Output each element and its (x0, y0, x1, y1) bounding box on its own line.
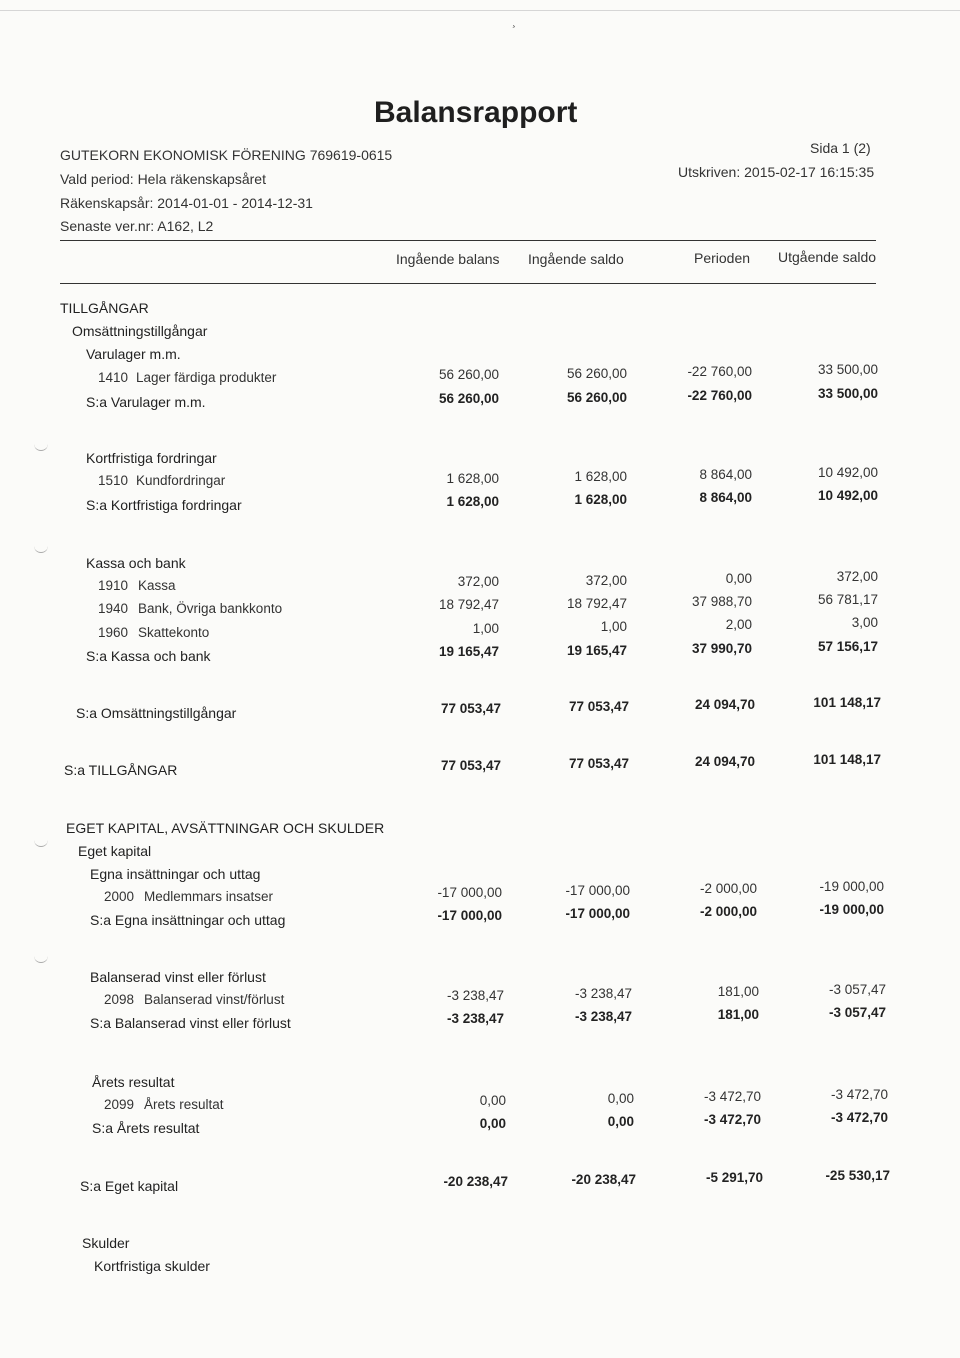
account-code: 1410 (98, 370, 129, 385)
subtotal-opening-saldo: -3 238,47 (574, 1009, 632, 1024)
subgroup-kortfristiga-skulder: Kortfristiga skulder (94, 1258, 210, 1274)
account-code: 2099 (104, 1097, 135, 1112)
amount-opening-balance: 1,00 (472, 621, 499, 636)
group-omsattningstillgangar: Omsättningstillgångar (72, 323, 208, 339)
pen-mark: ¸ (512, 14, 516, 28)
subtotal-closing-saldo: 10 492,00 (817, 488, 878, 503)
amount-period: 181,00 (717, 984, 759, 999)
total-opening-balance: -20 238,47 (443, 1174, 508, 1189)
account-name: Balanserad vinst/förlust (144, 992, 285, 1007)
subtotal-closing-saldo: -3 057,47 (828, 1005, 886, 1020)
subtotal-period: -22 760,00 (687, 388, 752, 403)
total-opening-saldo: 77 053,47 (568, 756, 629, 771)
punch-hole-mark (34, 836, 48, 847)
subtotal-opening-saldo: 0,00 (607, 1114, 634, 1129)
total-opening-balance: 77 053,47 (440, 701, 501, 716)
subtotal-label: S:a Kassa och bank (86, 648, 211, 664)
account-name: Bank, Övriga bankkonto (138, 601, 283, 616)
subtotal-closing-saldo: 57 156,17 (817, 639, 878, 654)
amount-opening-saldo: 1 628,00 (574, 469, 627, 484)
account-name: Lager färdiga produkter (136, 370, 277, 385)
subtotal-period: -2 000,00 (699, 904, 757, 919)
subtotal-label: S:a Balanserad vinst eller förlust (90, 1015, 291, 1031)
subtotal-opening-balance: -17 000,00 (437, 908, 502, 923)
amount-opening-balance: -17 000,00 (437, 885, 502, 900)
amount-opening-saldo: 372,00 (585, 573, 627, 588)
subtotal-period: 37 990,70 (691, 641, 752, 656)
subtotal-label: S:a Kortfristiga fordringar (86, 497, 242, 513)
punch-hole-mark (34, 952, 48, 963)
total-closing-saldo: 101 148,17 (813, 752, 881, 767)
amount-opening-saldo: 18 792,47 (566, 596, 627, 611)
amount-opening-balance: 18 792,47 (438, 597, 499, 612)
amount-opening-saldo: 1,00 (600, 619, 627, 634)
account-code: 1910 (98, 578, 129, 593)
account-name: Kassa (138, 578, 176, 593)
subgroup-varulager: Varulager m.m. (86, 346, 181, 362)
amount-closing-saldo: -19 000,00 (819, 879, 884, 894)
account-code: 1940 (98, 601, 129, 616)
amount-period: 0,00 (725, 571, 752, 586)
total-period: 24 094,70 (694, 754, 755, 769)
amount-period: -22 760,00 (687, 364, 752, 379)
amount-closing-saldo: -3 472,70 (830, 1087, 888, 1102)
amount-opening-saldo: -17 000,00 (565, 883, 630, 898)
total-period: 24 094,70 (694, 697, 755, 712)
amount-opening-saldo: 0,00 (607, 1091, 634, 1106)
account-name: Medlemmars insatser (144, 889, 274, 904)
scan-edge-line (0, 10, 960, 11)
account-code: 2098 (104, 992, 135, 1007)
amount-opening-balance: 372,00 (457, 574, 499, 589)
group-skulder: Skulder (82, 1235, 130, 1251)
column-header-closing-saldo: Utgående saldo (778, 249, 877, 265)
subtotal-opening-balance: 0,00 (479, 1116, 506, 1131)
subtotal-opening-balance: 19 165,47 (438, 644, 499, 659)
account-name: Kundfordringar (136, 473, 226, 488)
account-name: Skattekonto (138, 625, 210, 640)
subgroup-kassa-och-bank: Kassa och bank (86, 555, 186, 571)
subtotal-opening-saldo: -17 000,00 (565, 906, 630, 921)
amount-period: 37 988,70 (691, 594, 752, 609)
amount-opening-balance: 56 260,00 (438, 367, 499, 382)
subtotal-opening-balance: -3 238,47 (446, 1011, 504, 1026)
amount-closing-saldo: 3,00 (851, 615, 878, 630)
amount-period: -3 472,70 (703, 1089, 761, 1104)
subtotal-opening-saldo: 56 260,00 (566, 390, 627, 405)
amount-closing-saldo: 372,00 (836, 569, 878, 584)
amount-closing-saldo: 10 492,00 (817, 465, 878, 480)
account-name: Årets resultat (144, 1097, 224, 1112)
amount-period: -2 000,00 (699, 881, 757, 896)
subgroup-egna-insattningar: Egna insättningar och uttag (90, 866, 261, 882)
company-name: GUTEKORN EKONOMISK FÖRENING 769619-0615 (60, 147, 393, 163)
amount-closing-saldo: 33 500,00 (817, 362, 878, 377)
total-period: -5 291,70 (705, 1170, 763, 1185)
amount-period: 8 864,00 (699, 467, 752, 482)
subtotal-label: S:a Egna insättningar och uttag (90, 912, 286, 928)
fiscal-year: Räkenskapsår: 2014-01-01 - 2014-12-31 (60, 195, 313, 211)
subtotal-period: 181,00 (717, 1007, 759, 1022)
subtotal-opening-saldo: 19 165,47 (566, 643, 627, 658)
subgroup-kortfristiga-fordringar: Kortfristiga fordringar (86, 450, 217, 466)
subgroup-balanserad-vinst: Balanserad vinst eller förlust (90, 969, 266, 985)
punch-hole-mark (34, 440, 48, 451)
amount-opening-balance: 0,00 (479, 1093, 506, 1108)
total-closing-saldo: 101 148,17 (813, 695, 881, 710)
subtotal-opening-balance: 1 628,00 (446, 494, 499, 509)
total-label: S:a Omsättningstillgångar (76, 705, 237, 721)
section-eget-kapital-avsattningar-skulder: EGET KAPITAL, AVSÄTTNINGAR OCH SKULDER (66, 820, 385, 836)
subtotal-closing-saldo: -19 000,00 (819, 902, 884, 917)
subtotal-opening-balance: 56 260,00 (438, 391, 499, 406)
subtotal-closing-saldo: -3 472,70 (830, 1110, 888, 1125)
total-label: S:a Eget kapital (80, 1178, 179, 1194)
subtotal-opening-saldo: 1 628,00 (574, 492, 627, 507)
amount-closing-saldo: -3 057,47 (828, 982, 886, 997)
subtotal-period: 8 864,00 (699, 490, 752, 505)
group-eget-kapital: Eget kapital (78, 843, 152, 859)
last-voucher: Senaste ver.nr: A162, L2 (60, 218, 214, 234)
amount-opening-balance: 1 628,00 (446, 471, 499, 486)
total-opening-balance: 77 053,47 (440, 758, 501, 773)
account-code: 2000 (104, 889, 135, 904)
page-number: Sida 1 (2) (810, 140, 871, 156)
subtotal-label: S:a Varulager m.m. (86, 394, 206, 410)
subtotal-closing-saldo: 33 500,00 (817, 386, 878, 401)
subtotal-period: -3 472,70 (703, 1112, 761, 1127)
print-date: Utskriven: 2015-02-17 16:15:35 (678, 164, 875, 180)
section-tillgangar: TILLGÅNGAR (60, 300, 149, 316)
total-opening-saldo: 77 053,47 (568, 699, 629, 714)
total-closing-saldo: -25 530,17 (825, 1168, 890, 1183)
amount-period: 2,00 (725, 617, 752, 632)
header-rule-bottom (60, 283, 876, 284)
column-header-period: Perioden (694, 250, 751, 266)
total-opening-saldo: -20 238,47 (571, 1172, 636, 1187)
header-rule-top (60, 240, 876, 241)
subgroup-arets-resultat: Årets resultat (92, 1074, 175, 1090)
punch-hole-mark (34, 542, 48, 553)
column-header-opening-saldo: Ingående saldo (528, 251, 624, 267)
amount-opening-saldo: -3 238,47 (574, 986, 632, 1001)
subtotal-label: S:a Årets resultat (92, 1120, 200, 1136)
selected-period: Vald period: Hela räkenskapsåret (60, 171, 266, 187)
account-code: 1510 (98, 473, 129, 488)
total-label: S:a TILLGÅNGAR (64, 762, 178, 778)
amount-opening-saldo: 56 260,00 (566, 366, 627, 381)
report-title: Balansrapport (374, 96, 578, 129)
amount-opening-balance: -3 238,47 (446, 988, 504, 1003)
amount-closing-saldo: 56 781,17 (817, 592, 878, 607)
column-header-opening-balance: Ingående balans (396, 251, 500, 267)
account-code: 1960 (98, 625, 129, 640)
